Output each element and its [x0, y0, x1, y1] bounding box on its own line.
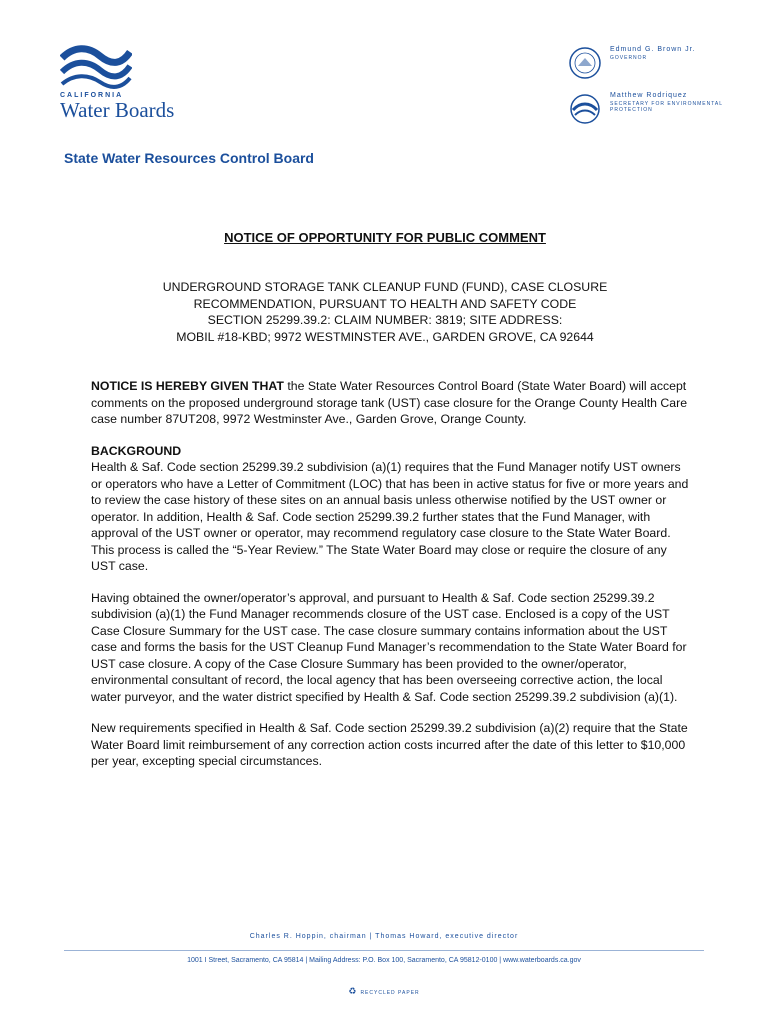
footer-people: Charles R. Hoppin, chairman | Thomas Howard, executive director — [249, 933, 519, 940]
calepa-logo-icon — [568, 92, 602, 126]
official-secretary — [568, 92, 728, 126]
subject-line: UNDERGROUND STORAGE TANK CLEANUP FUND (FUND), CASE CLOSURE — [162, 280, 608, 294]
secretary-title: SECRETARY FOR ENVIRONMENTAL PROTECTION — [610, 101, 723, 113]
wave-logo-icon — [60, 44, 132, 90]
footer-divider — [64, 950, 704, 951]
subject-line: MOBIL #18-KBD; 9972 WESTMINSTER AVE., GARDEN GROVE, CA 92644 — [176, 329, 594, 344]
background-paragraph — [91, 443, 691, 575]
agency-name: State Water Resources Control Board — [64, 150, 314, 166]
notice-body — [91, 378, 691, 785]
letterhead-footer — [64, 933, 704, 997]
official-governor — [568, 46, 728, 80]
recycled-paper-note — [64, 986, 704, 997]
requirements-paragraph: New requirements specified in Health & Saf. Code section 25299.39.2 subdivision (a)(2) require that the State Water Board limit reimbursement of any correction action costs incurred after the date of this letter to $10,000 per year, excepting special circumstances. — [91, 721, 688, 768]
water-boards-logo — [60, 44, 190, 121]
notice-subject — [90, 279, 680, 345]
logo-brand-text: Water Boards — [60, 98, 175, 122]
governor-name: Edmund G. Brown Jr. — [610, 46, 696, 53]
subject-line: SECTION 25299.39.2: CLAIM NUMBER: 3819; SITE ADDRESS: — [207, 313, 563, 327]
governor-title: GOVERNOR — [610, 55, 648, 61]
intro-bold: NOTICE IS HEREBY GIVEN THAT — [91, 379, 284, 393]
intro-text: the State Water Resources Control Board (State Water Board) will accept comments on the proposed underground storage tank (UST) case closure for the Orange County Health Care case number 87UT208, 9972 Westminster Ave., Garden Grove, Orange County. — [91, 379, 688, 426]
state-seal-icon — [568, 46, 602, 80]
officials-block — [568, 46, 728, 138]
subject-line: RECOMMENDATION, PURSUANT TO HEALTH AND SAFETY CODE — [193, 296, 577, 311]
intro-paragraph — [91, 378, 691, 428]
notice-title: NOTICE OF OPPORTUNITY FOR PUBLIC COMMENT — [224, 230, 546, 245]
recycle-icon: ♻ — [348, 986, 358, 996]
background-heading: BACKGROUND — [91, 443, 182, 458]
footer-address: 1001 I Street, Sacramento, CA 95814 | Mailing Address: P.O. Box 100, Sacramento, CA 95812-0100 | www.waterboards.ca.gov — [187, 957, 581, 964]
secretary-name: Matthew Rodriquez — [610, 92, 688, 99]
closure-paragraph: Having obtained the owner/operator’s approval, and pursuant to Health & Saf. Code section 25299.39.2 subdivision (a)(1) the Fund Manager recommends closure of the UST case. Enclosed is a copy of the UST Case Closure Summary for the UST case. The case closure summary contains information about the UST case and forms the basis for the UST Cleanup Fund Manager’s recommendation to the State Water Board for UST case closure. A copy of the Case Closure Summary has been provided to the owner/operator, environmental consultant of record, the local agency that has been overseeing corrective action, the local water purveyor, and the water district specified by Health & Saf. Code section 25299.39.2 subdivision (a)(1). — [91, 590, 687, 704]
background-text: Health & Saf. Code section 25299.39.2 subdivision (a)(1) requires that the Fund Manager notify UST owners or operators who have a Letter of Commitment (LOC) that has been in active status for five or more years and to review the case history of these sites on an annual basis unless otherwise notified by the UST owner or operator. In addition, Health & Saf. Code section 25299.39.2 further states that the Fund Manager, with approval of the UST owner or operator, may recommend regulatory case closure to the State Water Board. This process is called the “5-Year Review.” The State Water Board may close or require the closure of any UST case. — [91, 460, 689, 573]
logo-state-text: CALIFORNIA — [60, 92, 124, 99]
recycled-text: RECYCLED PAPER — [360, 990, 420, 996]
